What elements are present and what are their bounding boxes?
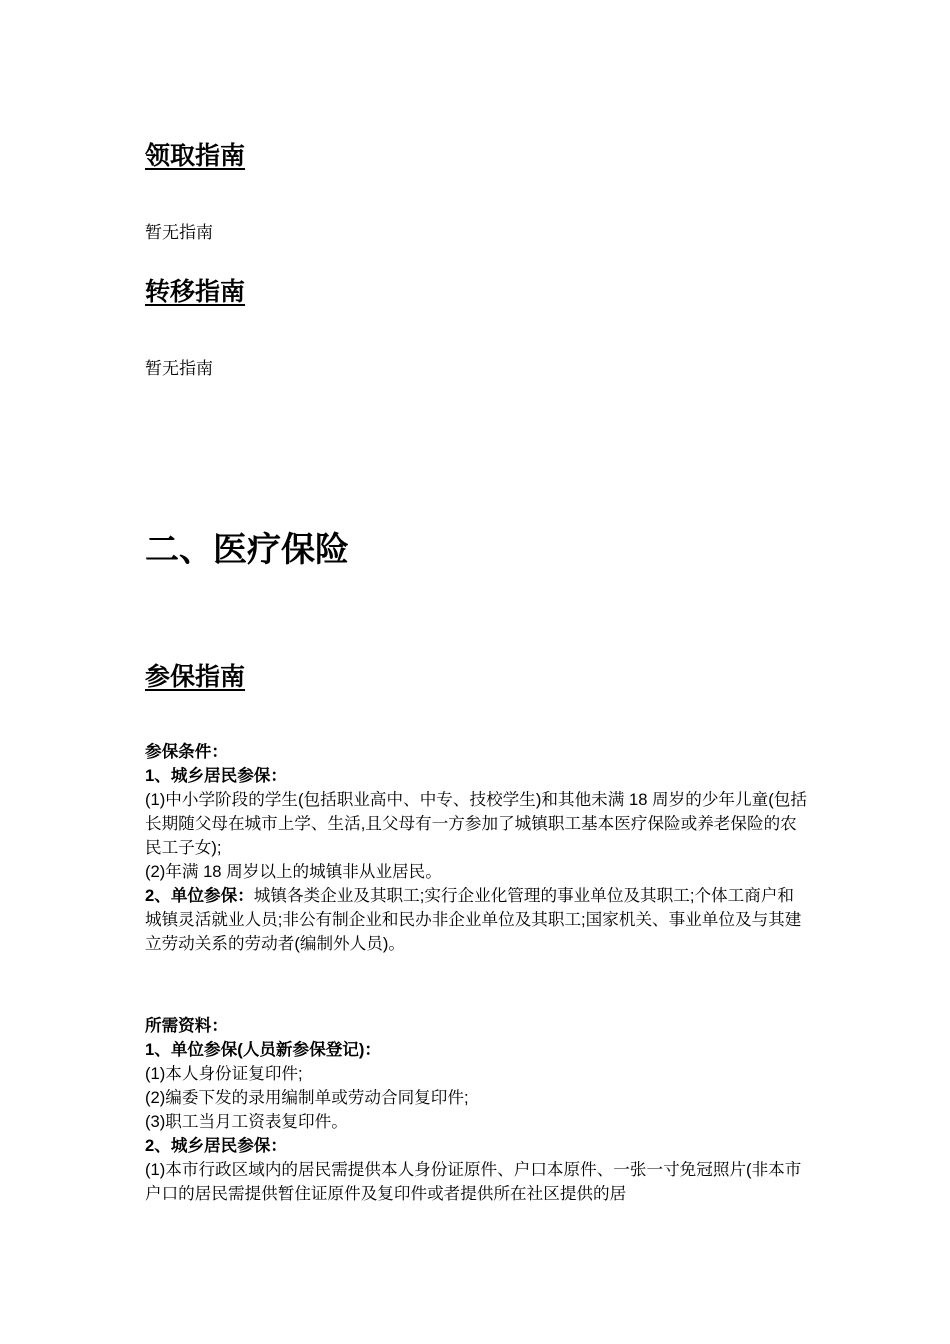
enroll-conditions-block: [145, 740, 810, 956]
collect-guide-text: 暂无指南: [145, 223, 213, 242]
materials-heading: 所需资料：: [145, 1016, 228, 1035]
transfer-guide-text: 暂无指南: [145, 359, 213, 378]
conditions-heading: 参保条件：: [145, 742, 228, 761]
medical-insurance-title: 二、医疗保险: [145, 531, 349, 569]
conditions-item1-heading: 1、城乡居民参保：: [145, 766, 287, 785]
enroll-guide-title: 参保指南: [145, 663, 246, 691]
materials-item1-paragraph1: (1)本人身份证复印件;: [145, 1064, 303, 1083]
conditions-item2-text: 城镇各类企业及其职工;实行企业化管理的事业单位及其职工;个体工商户和城镇灵活就业人员;非公有制企业和民办非企业单位及其职工;国家机关、事业单位及与其建立劳动关系的劳动者(编制外人员)。: [145, 886, 802, 953]
materials-item1-paragraph2: (2)编委下发的录用编制单或劳动合同复印件;: [145, 1088, 469, 1107]
materials-item2-paragraph1: (1)本市行政区域内的居民需提供本人身份证原件、户口本原件、一张一寸免冠照片(非本市户口的居民需提供暂住证原件及复印件或者提供所在社区提供的居: [145, 1160, 802, 1203]
collect-guide-title: 领取指南: [145, 142, 246, 170]
conditions-item1-paragraph2: (2)年满 18 周岁以上的城镇非从业居民。: [145, 862, 442, 881]
materials-item1-heading: 1、单位参保(人员新参保登记)：: [145, 1040, 381, 1059]
conditions-item2-label: 2、单位参保：: [145, 886, 254, 905]
conditions-item2-paragraph: [145, 884, 810, 956]
materials-item1-paragraph3: (3)职工当月工资表复印件。: [145, 1112, 348, 1131]
transfer-guide-title: 转移指南: [145, 278, 246, 306]
required-materials-block: [145, 1014, 810, 1206]
materials-item2-heading: 2、城乡居民参保：: [145, 1136, 287, 1155]
conditions-item1-paragraph1: (1)中小学阶段的学生(包括职业高中、中专、技校学生)和其他未满 18 周岁的少年儿童(包括长期随父母在城市上学、生活,且父母有一方参加了城镇职工基本医疗保险或养老保险的农民工子女);: [145, 790, 807, 857]
